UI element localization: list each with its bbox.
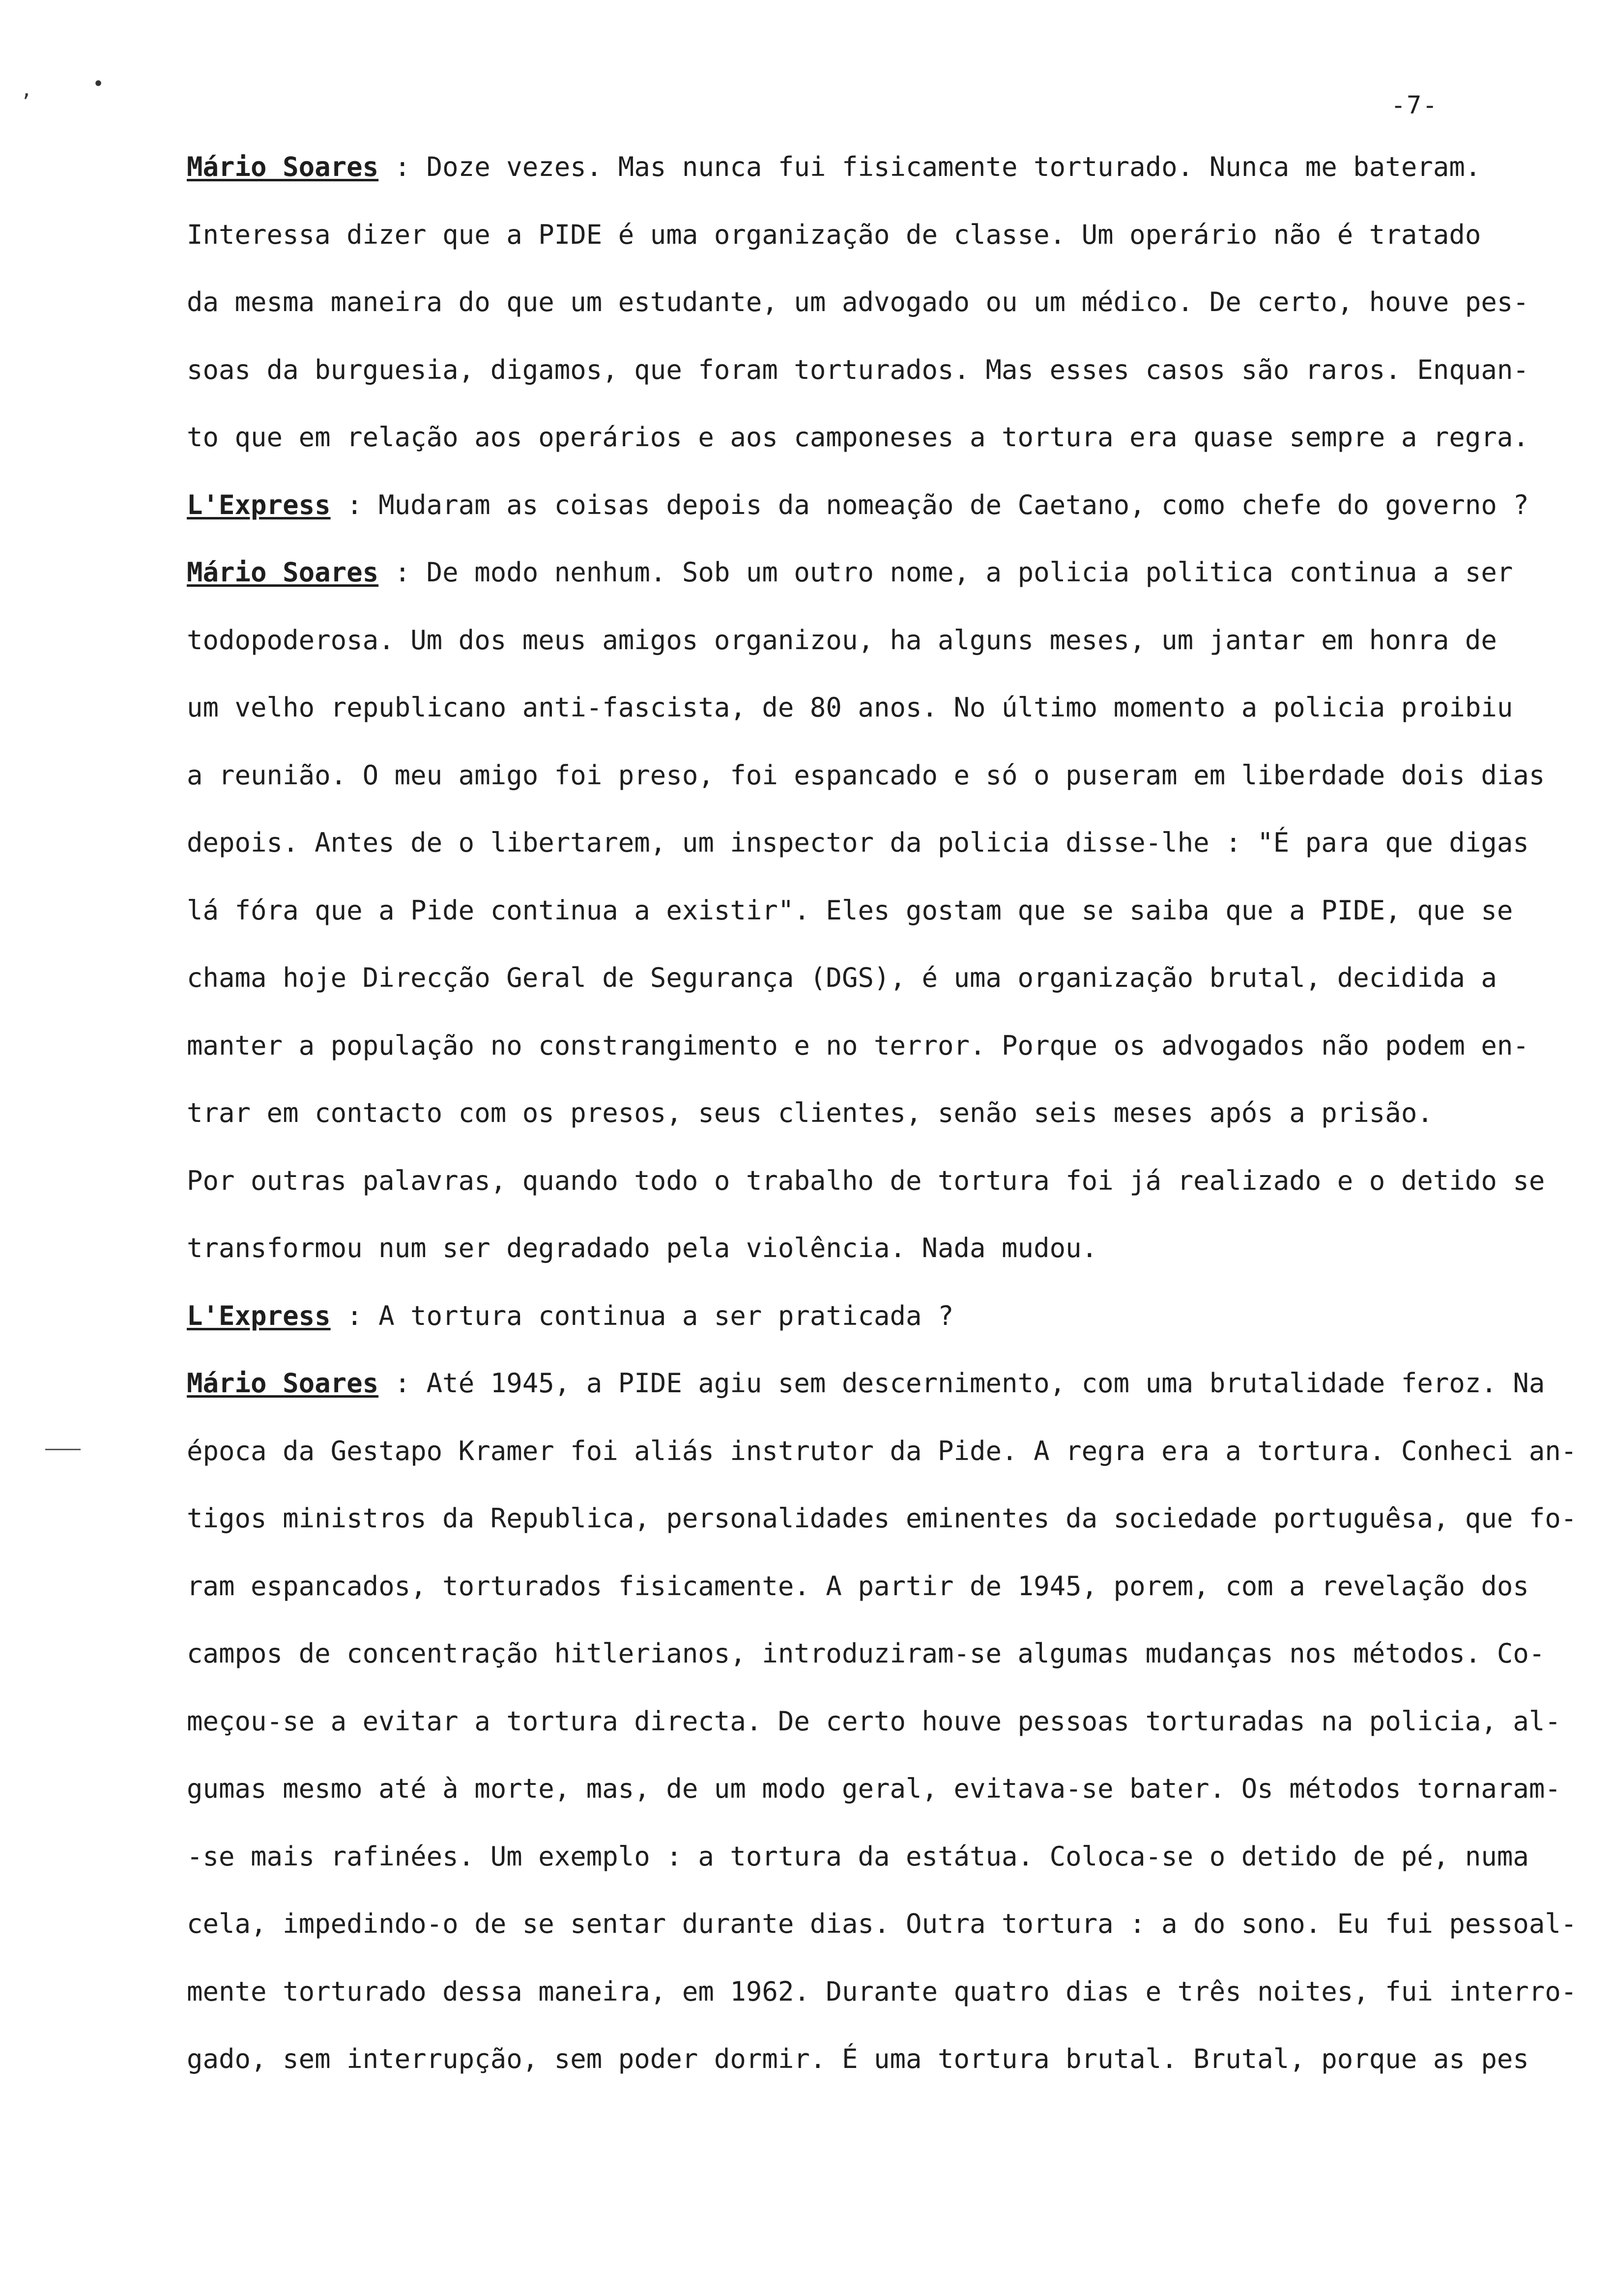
- text-line: [187, 688, 1563, 756]
- text-line: [187, 1499, 1577, 1567]
- line-text: um velho republicano anti-fascista, de 80 anos. No último momento a policia proibiu: [187, 692, 1513, 723]
- text-line: [187, 350, 1563, 418]
- text-line: [187, 1093, 1563, 1161]
- line-text: mente torturado dessa maneira, em 1962. Durante quatro dias e três noites, fui interro-: [187, 1976, 1577, 2007]
- text-line: [187, 553, 1563, 621]
- speaker-label: Mário Soares: [187, 557, 379, 588]
- line-text: Interessa dizer que a PIDE é uma organização de classe. Um operário não é tratado: [187, 219, 1481, 250]
- line-text: : Até 1945, a PIDE agiu sem descernimento, com uma brutalidade feroz. Na: [378, 1368, 1545, 1399]
- margin-mark: ,: [21, 79, 33, 101]
- interview-text: [187, 147, 1577, 2107]
- line-text: a reunião. O meu amigo foi preso, foi espancado e só o puseram em liberdade dois dias: [187, 759, 1545, 791]
- text-line: [187, 1769, 1563, 1837]
- text-line: [187, 756, 1563, 824]
- line-text: -se mais rafinées. Um exemplo : a tortura da estátua. Coloca-se o detido de pé, numa: [187, 1840, 1529, 1872]
- text-line: [187, 1972, 1577, 2040]
- text-line: [187, 2039, 1563, 2107]
- line-text: Por outras palavras, quando todo o trabalho de tortura foi já realizado e o detido se: [187, 1165, 1545, 1196]
- text-line: [187, 621, 1563, 689]
- text-line: [187, 283, 1563, 350]
- line-text: ram espancados, torturados fisicamente. A partir de 1945, porem, com a revelação dos: [187, 1570, 1529, 1602]
- line-text: : Mudaram as coisas depois da nomeação de Caetano, como chefe do governo ?: [330, 489, 1529, 520]
- text-line: [187, 1296, 1563, 1364]
- line-text: campos de concentração hitlerianos, introduziram-se algumas mudanças nos métodos. Co-: [187, 1638, 1545, 1669]
- line-text: : A tortura continua a ser praticada ?: [330, 1300, 954, 1331]
- text-line: [187, 1229, 1563, 1296]
- line-text: to que em relação aos operários e aos camponeses a tortura era quase sempre a regra.: [187, 422, 1529, 453]
- text-line: [187, 1837, 1563, 1905]
- text-line: [187, 1432, 1577, 1499]
- text-line: [187, 1634, 1563, 1702]
- line-text: da mesma maneira do que um estudante, um advogado ou um médico. De certo, houve pes-: [187, 287, 1529, 317]
- line-text: tigos ministros da Republica, personalidades eminentes da sociedade portuguêsa, que fo-: [187, 1503, 1577, 1534]
- line-text: lá fóra que a Pide continua a existir". Eles gostam que se saiba que a PIDE, que se: [187, 894, 1513, 926]
- line-text: cela, impedindo-o de se sentar durante dias. Outra tortura : a do sono. Eu fui pessoal-: [187, 1908, 1577, 1939]
- speaker-label: Mário Soares: [187, 151, 379, 182]
- margin-mark: •: [92, 73, 105, 95]
- text-line: [187, 823, 1563, 891]
- text-line: [187, 1567, 1563, 1635]
- line-text: : Doze vezes. Mas nunca fui fisicamente torturado. Nunca me bateram.: [378, 151, 1481, 182]
- text-line: [187, 147, 1563, 215]
- line-text: chama hoje Direcção Geral de Segurança (DGS), é uma organização brutal, decidida a: [187, 962, 1497, 993]
- line-text: gumas mesmo até à morte, mas, de um modo geral, evitava-se bater. Os métodos tornaram-: [187, 1773, 1561, 1804]
- line-text: depois. Antes de o libertarem, um inspector da policia disse-lhe : "É para que digas: [187, 827, 1529, 858]
- line-text: época da Gestapo Kramer foi aliás instrutor da Pide. A regra era a tortura. Conheci an-: [187, 1435, 1577, 1466]
- line-text: gado, sem interrupção, sem poder dormir. É uma tortura brutal. Brutal, porque as pes: [187, 2043, 1529, 2074]
- text-line: [187, 486, 1563, 553]
- line-text: todopoderosa. Um dos meus amigos organizou, ha alguns meses, um jantar em honra de: [187, 624, 1497, 656]
- speaker-label: L'Express: [187, 1300, 331, 1331]
- line-text: trar em contacto com os presos, seus clientes, senão seis meses após a prisão.: [187, 1097, 1433, 1128]
- margin-dash: [45, 1449, 81, 1450]
- text-line: [187, 1026, 1563, 1094]
- speaker-label: L'Express: [187, 489, 331, 520]
- text-line: [187, 958, 1563, 1026]
- line-text: manter a população no constrangimento e no terror. Porque os advogados não podem en-: [187, 1030, 1529, 1061]
- speaker-label: Mário Soares: [187, 1368, 379, 1399]
- line-text: meçou-se a evitar a tortura directa. De certo houve pessoas torturadas na policia, al-: [187, 1705, 1561, 1737]
- text-line: [187, 1702, 1563, 1770]
- text-line: [187, 215, 1563, 283]
- text-line: [187, 1364, 1563, 1432]
- text-line: [187, 418, 1563, 486]
- line-text: soas da burguesia, digamos, que foram torturados. Mas esses casos são raros. Enquan-: [187, 354, 1529, 385]
- page-number: -7-: [1391, 91, 1439, 119]
- line-text: transformou num ser degradado pela violência. Nada mudou.: [187, 1233, 1098, 1263]
- text-line: [187, 1904, 1577, 1972]
- line-text: : De modo nenhum. Sob um outro nome, a policia politica continua a ser: [378, 557, 1513, 588]
- text-line: [187, 1161, 1563, 1229]
- text-line: [187, 891, 1563, 959]
